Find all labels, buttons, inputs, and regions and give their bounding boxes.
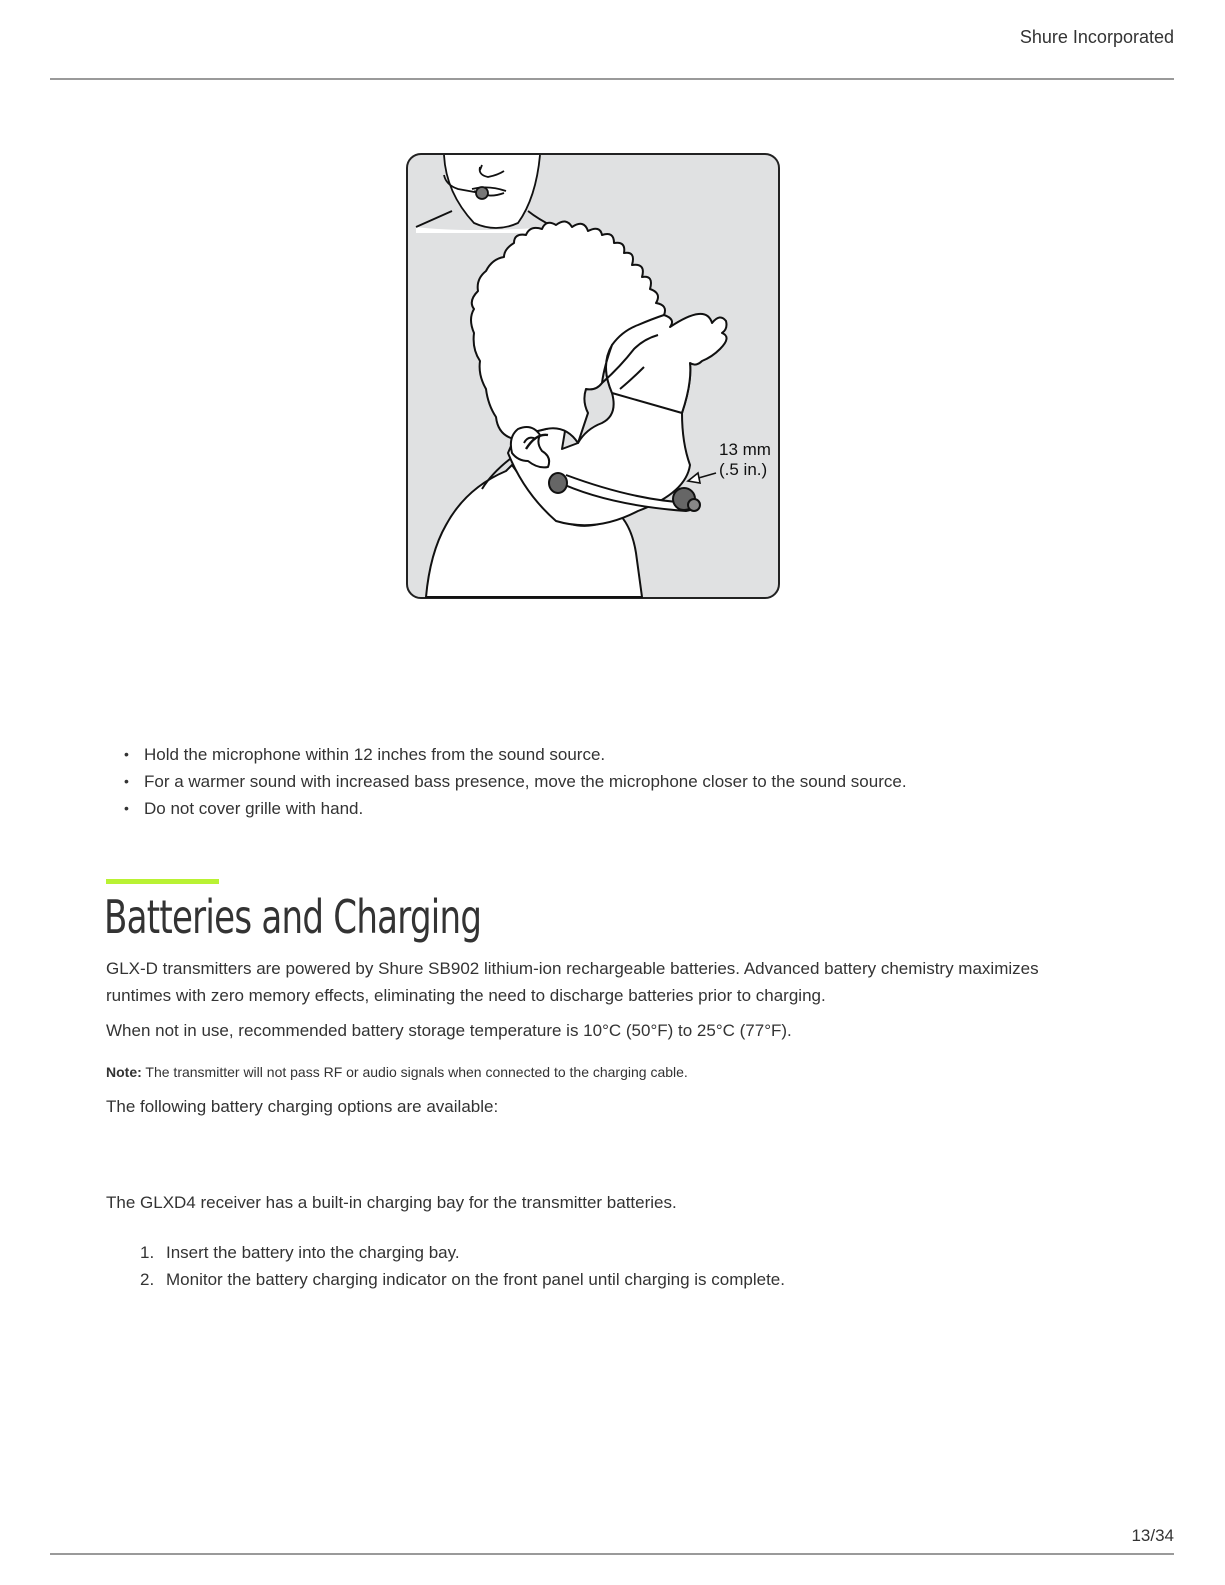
note-label: Note:	[106, 1064, 142, 1080]
list-item	[140, 1239, 785, 1266]
list-item: • Hold the microphone within 12 inches from the sound source.	[124, 741, 907, 768]
note-paragraph	[106, 1062, 688, 1082]
page-header	[50, 0, 1174, 80]
page-footer	[50, 1500, 1174, 1555]
usage-tips-list	[124, 741, 907, 822]
step-text: Monitor the battery charging indicator on the front panel until charging is complete.	[166, 1270, 785, 1289]
list-item: • Do not cover grille with hand.	[124, 795, 907, 822]
storage-paragraph: When not in use, recommended battery storage temperature is 10°C (50°F) to 25°C (77°F).	[106, 1021, 792, 1040]
company-name: Shure Incorporated	[1019, 27, 1174, 47]
headset-mic-placement-illustration	[406, 153, 786, 605]
options-paragraph: The following battery charging options are available:	[106, 1097, 499, 1116]
receiver-paragraph: The GLXD4 receiver has a built-in charging bay for the transmitter batteries.	[106, 1193, 677, 1212]
step-text: Insert the battery into the charging bay.	[166, 1243, 460, 1262]
measurement-in: (.5 in.)	[719, 460, 768, 479]
intro-paragraph: GLX-D transmitters are powered by Shure SB902 lithium-ion rechargeable batteries. Advanced battery chemistry maximizes runtimes with zero memory effects, eliminating the need to discharge batteries prior to charging.	[106, 959, 1039, 1005]
section-title: Batteries and Charging	[104, 890, 482, 944]
measurement-mm: 13 mm	[719, 440, 771, 459]
note-text: The transmitter will not pass RF or audio signals when connected to the charging cable.	[141, 1064, 688, 1080]
list-item	[140, 1266, 785, 1293]
section-accent-bar	[106, 879, 219, 884]
step-number: 2.	[140, 1270, 155, 1289]
step-number: 1.	[140, 1243, 155, 1262]
list-item: • For a warmer sound with increased bass presence, move the microphone closer to the sound source.	[124, 768, 907, 795]
charging-steps-list	[140, 1239, 785, 1293]
page-number: 13/34	[1131, 1526, 1174, 1545]
